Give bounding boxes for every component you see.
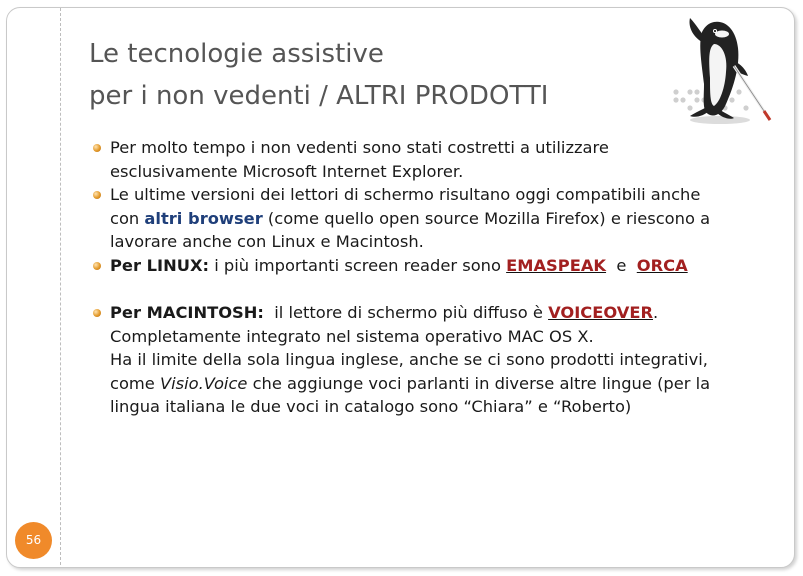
bullet-list xyxy=(93,136,743,419)
bullet-item-linux xyxy=(93,254,743,278)
left-divider xyxy=(60,8,61,565)
voiceover-period: . xyxy=(653,303,659,322)
bullet-1-line-2: esclusivamente Microsoft Internet Explorer. xyxy=(110,161,464,181)
macintosh-text: il lettore di schermo più diffuso è xyxy=(263,303,549,322)
bullet-4-line-2: Completamente integrato nel sistema operativo MAC OS X. xyxy=(110,326,594,346)
voiceover-link[interactable]: VOICEOVER xyxy=(548,303,654,322)
linux-label: Per LINUX: xyxy=(110,255,210,275)
altri-browser-emphasis: altri browser xyxy=(144,208,263,228)
linux-conjunction: e xyxy=(606,255,637,275)
bullet-icon xyxy=(93,191,101,199)
bullet-2-line-2 xyxy=(110,207,743,231)
bullet-4-line-4-post: che aggiunge voci parlanti in diverse altre lingue (per la xyxy=(247,373,711,393)
bullet-4-line-3: Ha il limite della sola lingua inglese, anche se ci sono prodotti integrativi, xyxy=(110,350,708,369)
bullet-item-browsers xyxy=(93,183,743,254)
bullet-1-line-1: Per molto tempo i non vedenti sono stati costretti a utilizzare xyxy=(110,138,609,157)
bullet-2-line-3: lavorare anche con Linux e Macintosh. xyxy=(110,232,424,251)
title-line-2: per i non vedenti / ALTRI PRODOTTI xyxy=(89,81,549,111)
bullet-icon xyxy=(93,262,101,270)
visiovoice-product: Visio.Voice xyxy=(159,373,248,393)
bullet-4-line-1 xyxy=(110,301,743,325)
bullet-3-line-1 xyxy=(110,254,743,278)
bullet-icon xyxy=(93,309,101,317)
bullet-item-macintosh xyxy=(93,301,743,419)
bullet-2-line-1: Le ultime versioni dei lettori di schermo risultano oggi compatibili anche xyxy=(110,185,701,204)
page-number-badge: 56 xyxy=(15,522,52,559)
bullet-4-line-5: lingua italiana le due voci in catalogo sono “Chiara” e “Roberto) xyxy=(110,397,632,416)
title-line-1: Le tecnologie assistive xyxy=(89,39,384,69)
bullet-4-line-4-pre: come xyxy=(110,373,160,393)
macintosh-label: Per MACINTOSH: xyxy=(110,303,264,322)
linux-text: i più importanti screen reader sono xyxy=(209,255,507,275)
orca-mascot-icon xyxy=(668,14,778,126)
emaspeak-link[interactable]: EMASPEAK xyxy=(506,255,607,275)
bullet-4-line-4 xyxy=(110,372,743,396)
bullet-2-line-2-pre: con xyxy=(110,208,145,228)
slide-title xyxy=(89,33,548,117)
bullet-icon xyxy=(93,144,101,152)
bullet-2-line-2-post: (come quello open source Mozilla Firefox) e riescono a xyxy=(262,208,711,228)
orca-link[interactable]: ORCA xyxy=(636,255,688,275)
bullet-item-explorer xyxy=(93,136,743,183)
